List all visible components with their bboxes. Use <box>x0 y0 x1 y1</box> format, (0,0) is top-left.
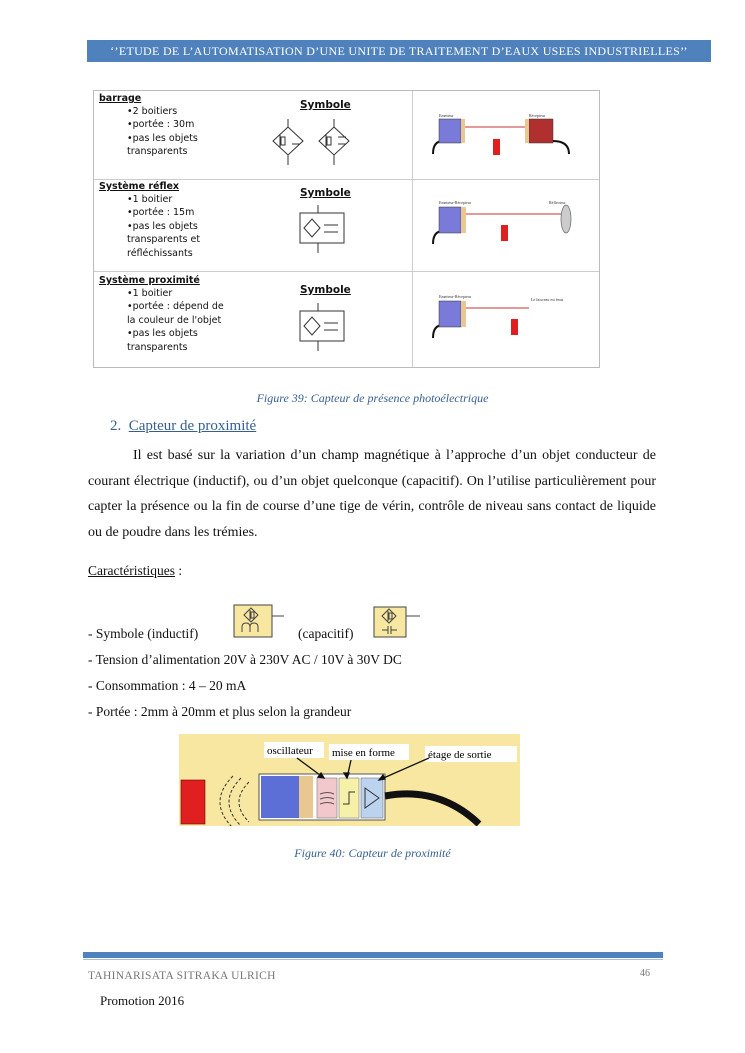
diagram-label: Le faisceau est émis <box>531 297 564 302</box>
row-title: Système réflex <box>99 181 180 192</box>
list-item: •portée : dépend de <box>127 301 224 313</box>
diagram-label: Emetteur <box>439 113 454 118</box>
diagram-label: Emetteur-Récepteur <box>439 200 472 205</box>
barrage-diagram <box>429 109 579 164</box>
row-title: Système proximité <box>99 275 200 286</box>
symbol-inductive-text: - Symbole (inductif) <box>88 626 199 641</box>
portee-text: - Portée : 2mm à 20mm et plus selon la grandeur <box>88 704 352 719</box>
barrage-symbol-icon <box>266 119 366 165</box>
row-title: barrage <box>99 93 142 104</box>
characteristics-colon: : <box>174 563 183 578</box>
list-item: •1 boitier <box>127 288 173 299</box>
symbol-label: Symbole <box>300 99 351 111</box>
section-title: Capteur de proximité <box>128 418 257 434</box>
list-item: transparents <box>127 341 188 353</box>
diagram-label: Réflecteur <box>549 200 566 205</box>
symbol-label: Symbole <box>300 284 351 296</box>
diagram-label: Emetteur-Récepteur <box>439 294 472 299</box>
section-number: 2. <box>110 418 122 434</box>
footer-rule <box>83 952 663 958</box>
row-items <box>127 105 198 159</box>
symbol-capacitive-text: (capacitif) <box>298 626 354 641</box>
body-paragraph: Il est basé sur la variation d’un champ magnétique à l’approche d’un objet conducteur de courant électrique (inductif), ou d’un objet quelconque (capacitif). On l’utilise particulièrement pour capter la présence ou la fin de course d’une tige de vérin, contrôle de niveau sans contact de liquide ou de poudre dans les trémies. <box>88 448 656 540</box>
list-item: •2 boitiers <box>127 106 178 117</box>
figure-40-caption: Figure 40: Capteur de proximité <box>294 846 451 860</box>
list-item: •portée : 30m <box>127 119 195 131</box>
list-item: transparents et <box>127 234 201 246</box>
reflex-diagram <box>429 199 579 254</box>
tension-text: - Tension d’alimentation 20V à 230V AC / 10V à 30V DC <box>88 652 402 667</box>
etage-de-sortie-label: étage de sortie <box>428 749 492 761</box>
list-item: réfléchissants <box>127 247 193 259</box>
consommation-text: - Consommation : 4 – 20 mA <box>88 678 247 693</box>
footer-author: TAHINARISATA SITRAKA ULRICH <box>88 970 276 982</box>
page-number: 46 <box>640 968 650 979</box>
oscillateur-label: oscillateur <box>267 745 313 757</box>
figure-40-proximity-sensor <box>179 734 520 826</box>
list-item: •1 boitier <box>127 194 173 205</box>
footer-promotion: Promotion 2016 <box>100 993 185 1008</box>
table-row <box>94 271 599 367</box>
inductive-symbol-icon <box>230 601 286 641</box>
figure-39-table <box>93 90 600 368</box>
reflex-symbol-icon <box>286 205 350 253</box>
diagram-label: Récepteur <box>529 113 546 118</box>
section-heading <box>110 418 256 435</box>
list-item: transparents <box>127 146 188 158</box>
list-item: •pas les objets <box>127 220 198 232</box>
header-title: ‘’ETUDE DE L’AUTOMATISATION D’UNE UNITE DE TRAITEMENT D’EAUX USEES INDUSTRIELLES’’ <box>110 43 688 58</box>
list-item: •pas les objets <box>127 132 198 144</box>
list-item: •portée : 15m <box>127 207 195 219</box>
list-item: la couleur de l'objet <box>127 314 222 326</box>
table-row <box>94 179 599 272</box>
characteristics-label: Caractéristiques <box>88 563 175 578</box>
proximity-diagram <box>429 293 579 348</box>
capacitive-symbol-icon <box>366 601 422 641</box>
row-items <box>127 193 200 260</box>
table-row <box>94 91 599 180</box>
page-header <box>87 40 711 62</box>
row-items <box>127 287 224 354</box>
list-item: •pas les objets <box>127 328 198 340</box>
figure-39-caption: Figure 39: Capteur de présence photoélectrique <box>256 391 489 405</box>
symbol-label: Symbole <box>300 187 351 199</box>
characteristics-heading <box>88 563 182 579</box>
mise-en-forme-label: mise en forme <box>332 747 395 759</box>
proximity-symbol-icon <box>286 303 350 351</box>
footer-rule-thin <box>83 959 663 960</box>
